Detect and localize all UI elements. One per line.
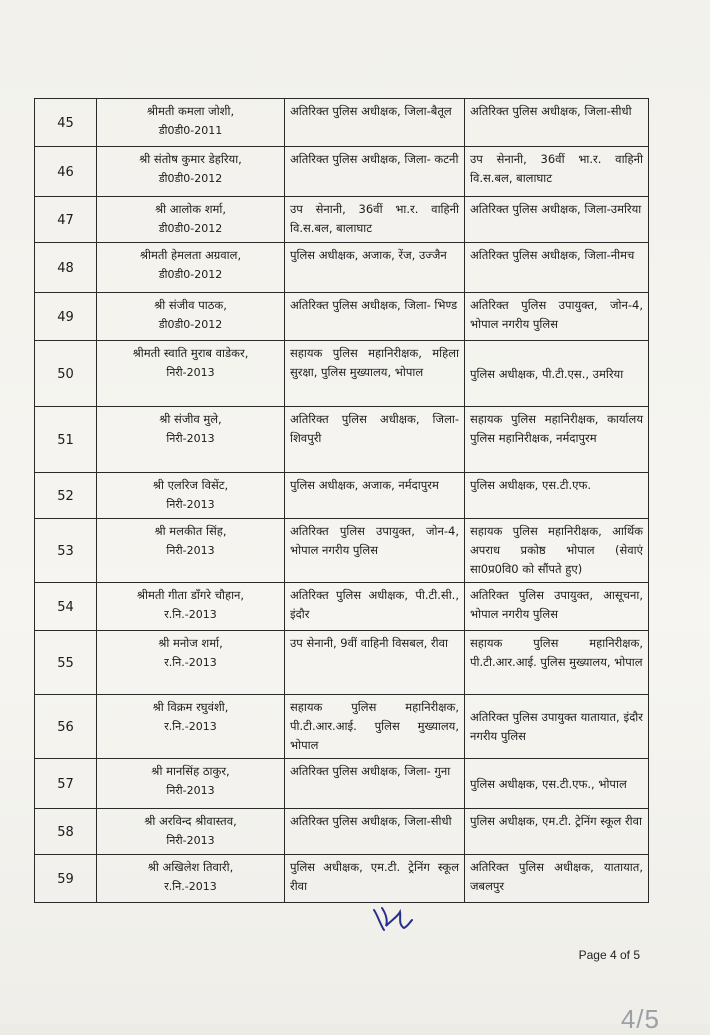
officer-name: श्री अरविन्द श्रीवास्तव, xyxy=(144,814,237,828)
officer-batch: निरी-2013 xyxy=(166,366,215,379)
new-posting: अतिरिक्त पुलिस उपायुक्त यातायात, इंदौर नगरीय पुलिस xyxy=(465,695,649,759)
table-row xyxy=(35,197,649,243)
officer-name: श्रीमती गीता डॉंगरे चौहान, xyxy=(136,588,245,602)
current-posting: उप सेनानी, 9वीं वाहिनी विसबल, रीवा xyxy=(285,631,465,695)
officer-name: श्री अखिलेश तिवारी, xyxy=(147,860,234,874)
officer-name: श्री मानसिंह ठाकुर, xyxy=(151,764,230,778)
row-number: 45 xyxy=(35,99,97,147)
new-posting: पुलिस अधीक्षक, एस.टी.एफ. xyxy=(465,473,649,519)
row-number: 51 xyxy=(35,407,97,473)
officer-name: श्री संतोष कुमार डेहरिया, xyxy=(139,152,242,166)
table-row xyxy=(35,759,649,809)
officer-name: श्रीमती स्वाति मुराब वाडेकर, xyxy=(132,346,249,360)
current-posting: पुलिस अधीक्षक, एम.टी. ट्रेनिंग स्कूल रीवा xyxy=(285,855,465,903)
current-posting: अतिरिक्त पुलिस उपायुक्त, जोन-4, भोपाल नगरीय पुलिस xyxy=(285,519,465,583)
officer-cell xyxy=(97,809,285,855)
row-number: 58 xyxy=(35,809,97,855)
new-posting: सहायक पुलिस महानिरीक्षक, कार्यालय पुलिस महानिरीक्षक, नर्मदापुरम xyxy=(465,407,649,473)
officer-cell xyxy=(97,341,285,407)
officer-batch: र.नि.-2013 xyxy=(164,608,217,621)
officer-name: श्री मनोज शर्मा, xyxy=(158,636,223,650)
new-posting: अतिरिक्त पुलिस उपायुक्त, जोन-4, भोपाल नगरीय पुलिस xyxy=(465,293,649,341)
table-row xyxy=(35,855,649,903)
officer-cell xyxy=(97,99,285,147)
current-posting: अतिरिक्त पुलिस अधीक्षक, जिला- भिण्ड xyxy=(285,293,465,341)
officer-name: श्रीमती हेमलता अग्रवाल, xyxy=(139,248,242,262)
current-posting: अतिरिक्त पुलिस अधीक्षक, जिला- कटनी xyxy=(285,147,465,197)
table-row xyxy=(35,293,649,341)
officer-batch: निरी-2013 xyxy=(166,834,215,847)
officer-name: श्री संजीव मुले, xyxy=(159,412,222,426)
table-row xyxy=(35,341,649,407)
officer-batch: डी0डी0-2012 xyxy=(158,172,223,185)
transfer-table xyxy=(34,98,649,903)
officer-batch: र.नि.-2013 xyxy=(164,656,217,669)
row-number: 56 xyxy=(35,695,97,759)
officer-cell xyxy=(97,407,285,473)
current-posting: पुलिस अधीक्षक, अजाक, रेंज, उज्जैन xyxy=(285,243,465,293)
row-number: 50 xyxy=(35,341,97,407)
officer-name: श्री विक्रम रघुवंशी, xyxy=(152,700,229,714)
row-number: 57 xyxy=(35,759,97,809)
officer-cell xyxy=(97,631,285,695)
new-posting: अतिरिक्त पुलिस अधीक्षक, जिला-उमरिया xyxy=(465,197,649,243)
new-posting: पुलिस अधीक्षक, एम.टी. ट्रेनिंग स्कूल रीवा xyxy=(465,809,649,855)
officer-cell xyxy=(97,147,285,197)
new-posting: उप सेनानी, 36वीं भा.र. वाहिनी वि.स.बल, बालाघाट xyxy=(465,147,649,197)
row-number: 47 xyxy=(35,197,97,243)
officer-name: श्री एलरिज विसेंट, xyxy=(152,478,229,492)
current-posting: उप सेनानी, 36वीं भा.र. वाहिनी वि.स.बल, बालाघाट xyxy=(285,197,465,243)
row-number: 52 xyxy=(35,473,97,519)
table-row xyxy=(35,473,649,519)
row-number: 49 xyxy=(35,293,97,341)
table-row xyxy=(35,695,649,759)
current-posting: सहायक पुलिस महानिरीक्षक, पी.टी.आर.आई. पुलिस मुख्यालय, भोपाल xyxy=(285,695,465,759)
current-posting: सहायक पुलिस महानिरीक्षक, महिला सुरक्षा, पुलिस मुख्यालय, भोपाल xyxy=(285,341,465,407)
officer-batch: डी0डी0-2012 xyxy=(158,318,223,331)
current-posting: पुलिस अधीक्षक, अजाक, नर्मदापुरम xyxy=(285,473,465,519)
officer-name: श्री संजीव पाठक, xyxy=(154,298,227,312)
officer-cell xyxy=(97,759,285,809)
table-row xyxy=(35,631,649,695)
row-number: 53 xyxy=(35,519,97,583)
officer-cell xyxy=(97,855,285,903)
table-row xyxy=(35,809,649,855)
row-number: 54 xyxy=(35,583,97,631)
officer-batch: निरी-2013 xyxy=(166,784,215,797)
officer-batch: डी0डी0-2011 xyxy=(158,124,223,137)
row-number: 59 xyxy=(35,855,97,903)
page-fraction-indicator: 4/5 xyxy=(620,1004,660,1034)
table-row xyxy=(35,243,649,293)
current-posting: अतिरिक्त पुलिस अधीक्षक, जिला- गुना xyxy=(285,759,465,809)
officer-batch: डी0डी0-2012 xyxy=(158,222,223,235)
current-posting: अतिरिक्त पुलिस अधीक्षक, जिला-सीधी xyxy=(285,809,465,855)
officer-name: श्रीमती कमला जोशी, xyxy=(146,104,235,118)
officer-cell xyxy=(97,583,285,631)
table-row xyxy=(35,407,649,473)
new-posting: सहायक पुलिस महानिरीक्षक, आर्थिक अपराध प्रकोष्ठ भोपाल (सेवाएं सा0प्र0वि0 को सौंपते हुए) xyxy=(465,519,649,583)
current-posting: अतिरिक्त पुलिस अधीक्षक, पी.टी.सी., इंदौर xyxy=(285,583,465,631)
officer-batch: निरी-2013 xyxy=(166,432,215,445)
signature-mark xyxy=(370,902,416,934)
officer-batch: निरी-2013 xyxy=(166,544,215,557)
new-posting: अतिरिक्त पुलिस उपायुक्त, आसूचना, भोपाल नगरीय पुलिस xyxy=(465,583,649,631)
row-number: 48 xyxy=(35,243,97,293)
table-row xyxy=(35,147,649,197)
officer-batch: र.नि.-2013 xyxy=(164,880,217,893)
officer-cell xyxy=(97,473,285,519)
table-row xyxy=(35,519,649,583)
officer-cell xyxy=(97,243,285,293)
new-posting: अतिरिक्त पुलिस अधीक्षक, जिला-नीमच xyxy=(465,243,649,293)
officer-name: श्री आलोक शर्मा, xyxy=(154,202,227,216)
officer-batch: डी0डी0-2012 xyxy=(158,268,223,281)
officer-cell xyxy=(97,519,285,583)
officer-cell xyxy=(97,293,285,341)
new-posting: पुलिस अधीक्षक, एस.टी.एफ., भोपाल xyxy=(465,759,649,809)
table-row xyxy=(35,583,649,631)
current-posting: अतिरिक्त पुलिस अधीक्षक, जिला-बैतूल xyxy=(285,99,465,147)
officer-cell xyxy=(97,695,285,759)
row-number: 46 xyxy=(35,147,97,197)
table-row xyxy=(35,99,649,147)
new-posting: सहायक पुलिस महानिरीक्षक, पी.टी.आर.आई. पुलिस मुख्यालय, भोपाल xyxy=(465,631,649,695)
row-number: 55 xyxy=(35,631,97,695)
officer-cell xyxy=(97,197,285,243)
page-number-label: Page 4 of 5 xyxy=(578,948,640,962)
new-posting: पुलिस अधीक्षक, पी.टी.एस., उमरिया xyxy=(465,341,649,407)
officer-name: श्री मलकीत सिंह, xyxy=(154,524,227,538)
officer-batch: र.नि.-2013 xyxy=(164,720,217,733)
current-posting: अतिरिक्त पुलिस अधीक्षक, जिला- शिवपुरी xyxy=(285,407,465,473)
new-posting: अतिरिक्त पुलिस अधीक्षक, जिला-सीधी xyxy=(465,99,649,147)
officer-batch: निरी-2013 xyxy=(166,498,215,511)
new-posting: अतिरिक्त पुलिस अधीक्षक, यातायात, जबलपुर xyxy=(465,855,649,903)
